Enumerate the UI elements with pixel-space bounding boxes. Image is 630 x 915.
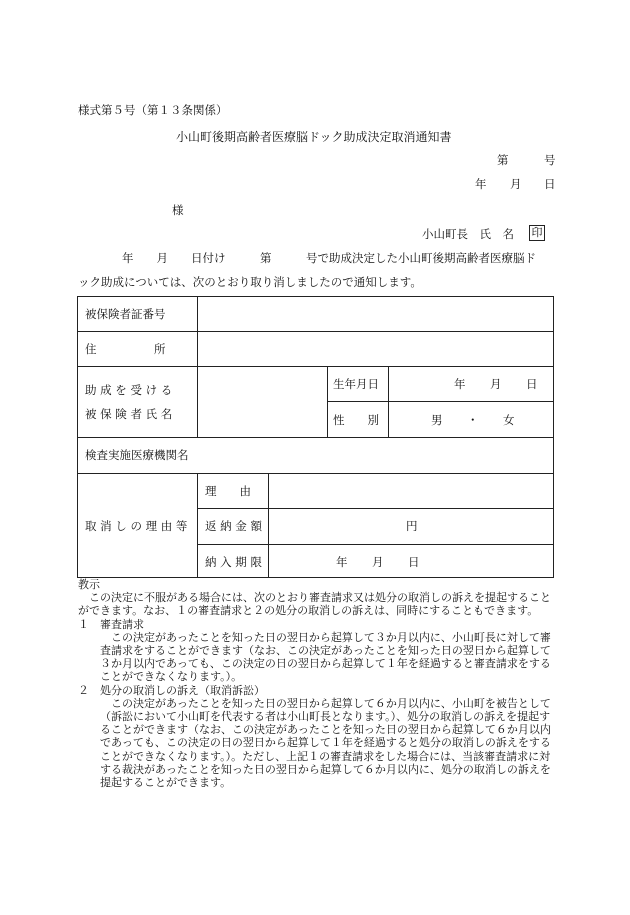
intro-line-2: ック助成については、次のとおり取り消しましたので通知します。 bbox=[78, 275, 422, 289]
page-title: 小山町後期高齢者医療脳ドック助成決定取消通知書 bbox=[176, 130, 452, 144]
item-1-heading: １ 審査請求 bbox=[78, 617, 144, 631]
deadline-day-label: 日 bbox=[408, 555, 420, 569]
appeal-notice bbox=[78, 578, 554, 789]
seal-stamp: 印 bbox=[529, 225, 545, 241]
date-year-label: 年 bbox=[475, 177, 487, 191]
address-label: 住 所 bbox=[85, 342, 166, 356]
sex-male-option: 男 bbox=[431, 413, 443, 427]
recipient-label-line-2: 被 保 険 者 氏 名 bbox=[85, 407, 173, 421]
sex-separator: ・ bbox=[467, 413, 479, 427]
item-2-heading: ２ 処分の取消しの訴え（取消訴訟） bbox=[78, 683, 265, 697]
birth-year-label: 年 bbox=[454, 377, 466, 391]
reason-label: 理 由 bbox=[205, 484, 251, 498]
date-day-label: 日 bbox=[544, 177, 556, 191]
table-grid-lines bbox=[77, 296, 554, 578]
item-2-text: この決定があったことを知った日の翌日から起算して６か月以内に、小山町を被告として（訴訟において小山町を代表する者は小山町長となります。）、処分の取消しの訴えを提起することができます（なお、この決定があったことを知った日の翌日から起算して６か月以内であっても、この決定の日の翌日から起算して１年を経過すると処分の取消しの訴えをすることができなくなります。）。ただし、上記１の審査請求をした場合には、当該審査請求に対する裁決があったことを知った日の翌日から起算して６か月以内に、処分の取消しの訴えを提起することができます。 bbox=[100, 696, 551, 790]
notice-heading: 教示 bbox=[78, 578, 100, 591]
intro-line-1: 年 月 日付け 第 号で助成決定した小山町後期高齢者医療脳ド bbox=[122, 251, 536, 265]
date-month-label: 月 bbox=[510, 177, 522, 191]
payment-deadline-label: 納 入 期 限 bbox=[205, 555, 262, 569]
number-label-go: 号 bbox=[544, 153, 556, 167]
facility-label: 検査実施医療機関名 bbox=[85, 448, 189, 462]
insured-number-label: 被保険者証番号 bbox=[85, 307, 166, 321]
number-label-dai: 第 bbox=[497, 153, 509, 167]
recipient-label-line-1: 助 成 を 受 け る bbox=[85, 383, 173, 397]
birth-date-label: 生年月日 bbox=[333, 377, 379, 391]
yen-unit: 円 bbox=[406, 519, 418, 533]
sex-label: 性 別 bbox=[333, 413, 379, 427]
addressee-suffix: 様 bbox=[172, 203, 184, 217]
birth-month-label: 月 bbox=[490, 377, 502, 391]
refund-amount-label: 返 納 金 額 bbox=[205, 519, 262, 533]
cancel-reason-label: 取 消 し の 理 由 等 bbox=[85, 519, 188, 533]
birth-day-label: 日 bbox=[526, 377, 538, 391]
sender-name-label: 小山町長 氏 名 bbox=[422, 227, 514, 241]
form-number: 様式第５号（第１３条関係） bbox=[78, 103, 228, 117]
deadline-year-label: 年 bbox=[336, 555, 348, 569]
deadline-month-label: 月 bbox=[372, 555, 384, 569]
notice-paragraph: この決定に不服がある場合には、次のとおり審査請求又は処分の取消しの訴えを提起することができます。なお、１の審査請求と２の処分の取消しの訴えは、同時にすることもできます。 bbox=[78, 591, 551, 618]
cancellation-table bbox=[77, 296, 554, 578]
item-1-text: この決定があったことを知った日の翌日から起算して３か月以内に、小山町長に対して審査請求をすることができます（なお、この決定があったことを知った日の翌日から起算して３か月以内であっても、この決定の日の翌日から起算して１年を経過すると審査請求をすることができなくなります。）。 bbox=[100, 630, 551, 684]
sex-female-option: 女 bbox=[503, 413, 515, 427]
